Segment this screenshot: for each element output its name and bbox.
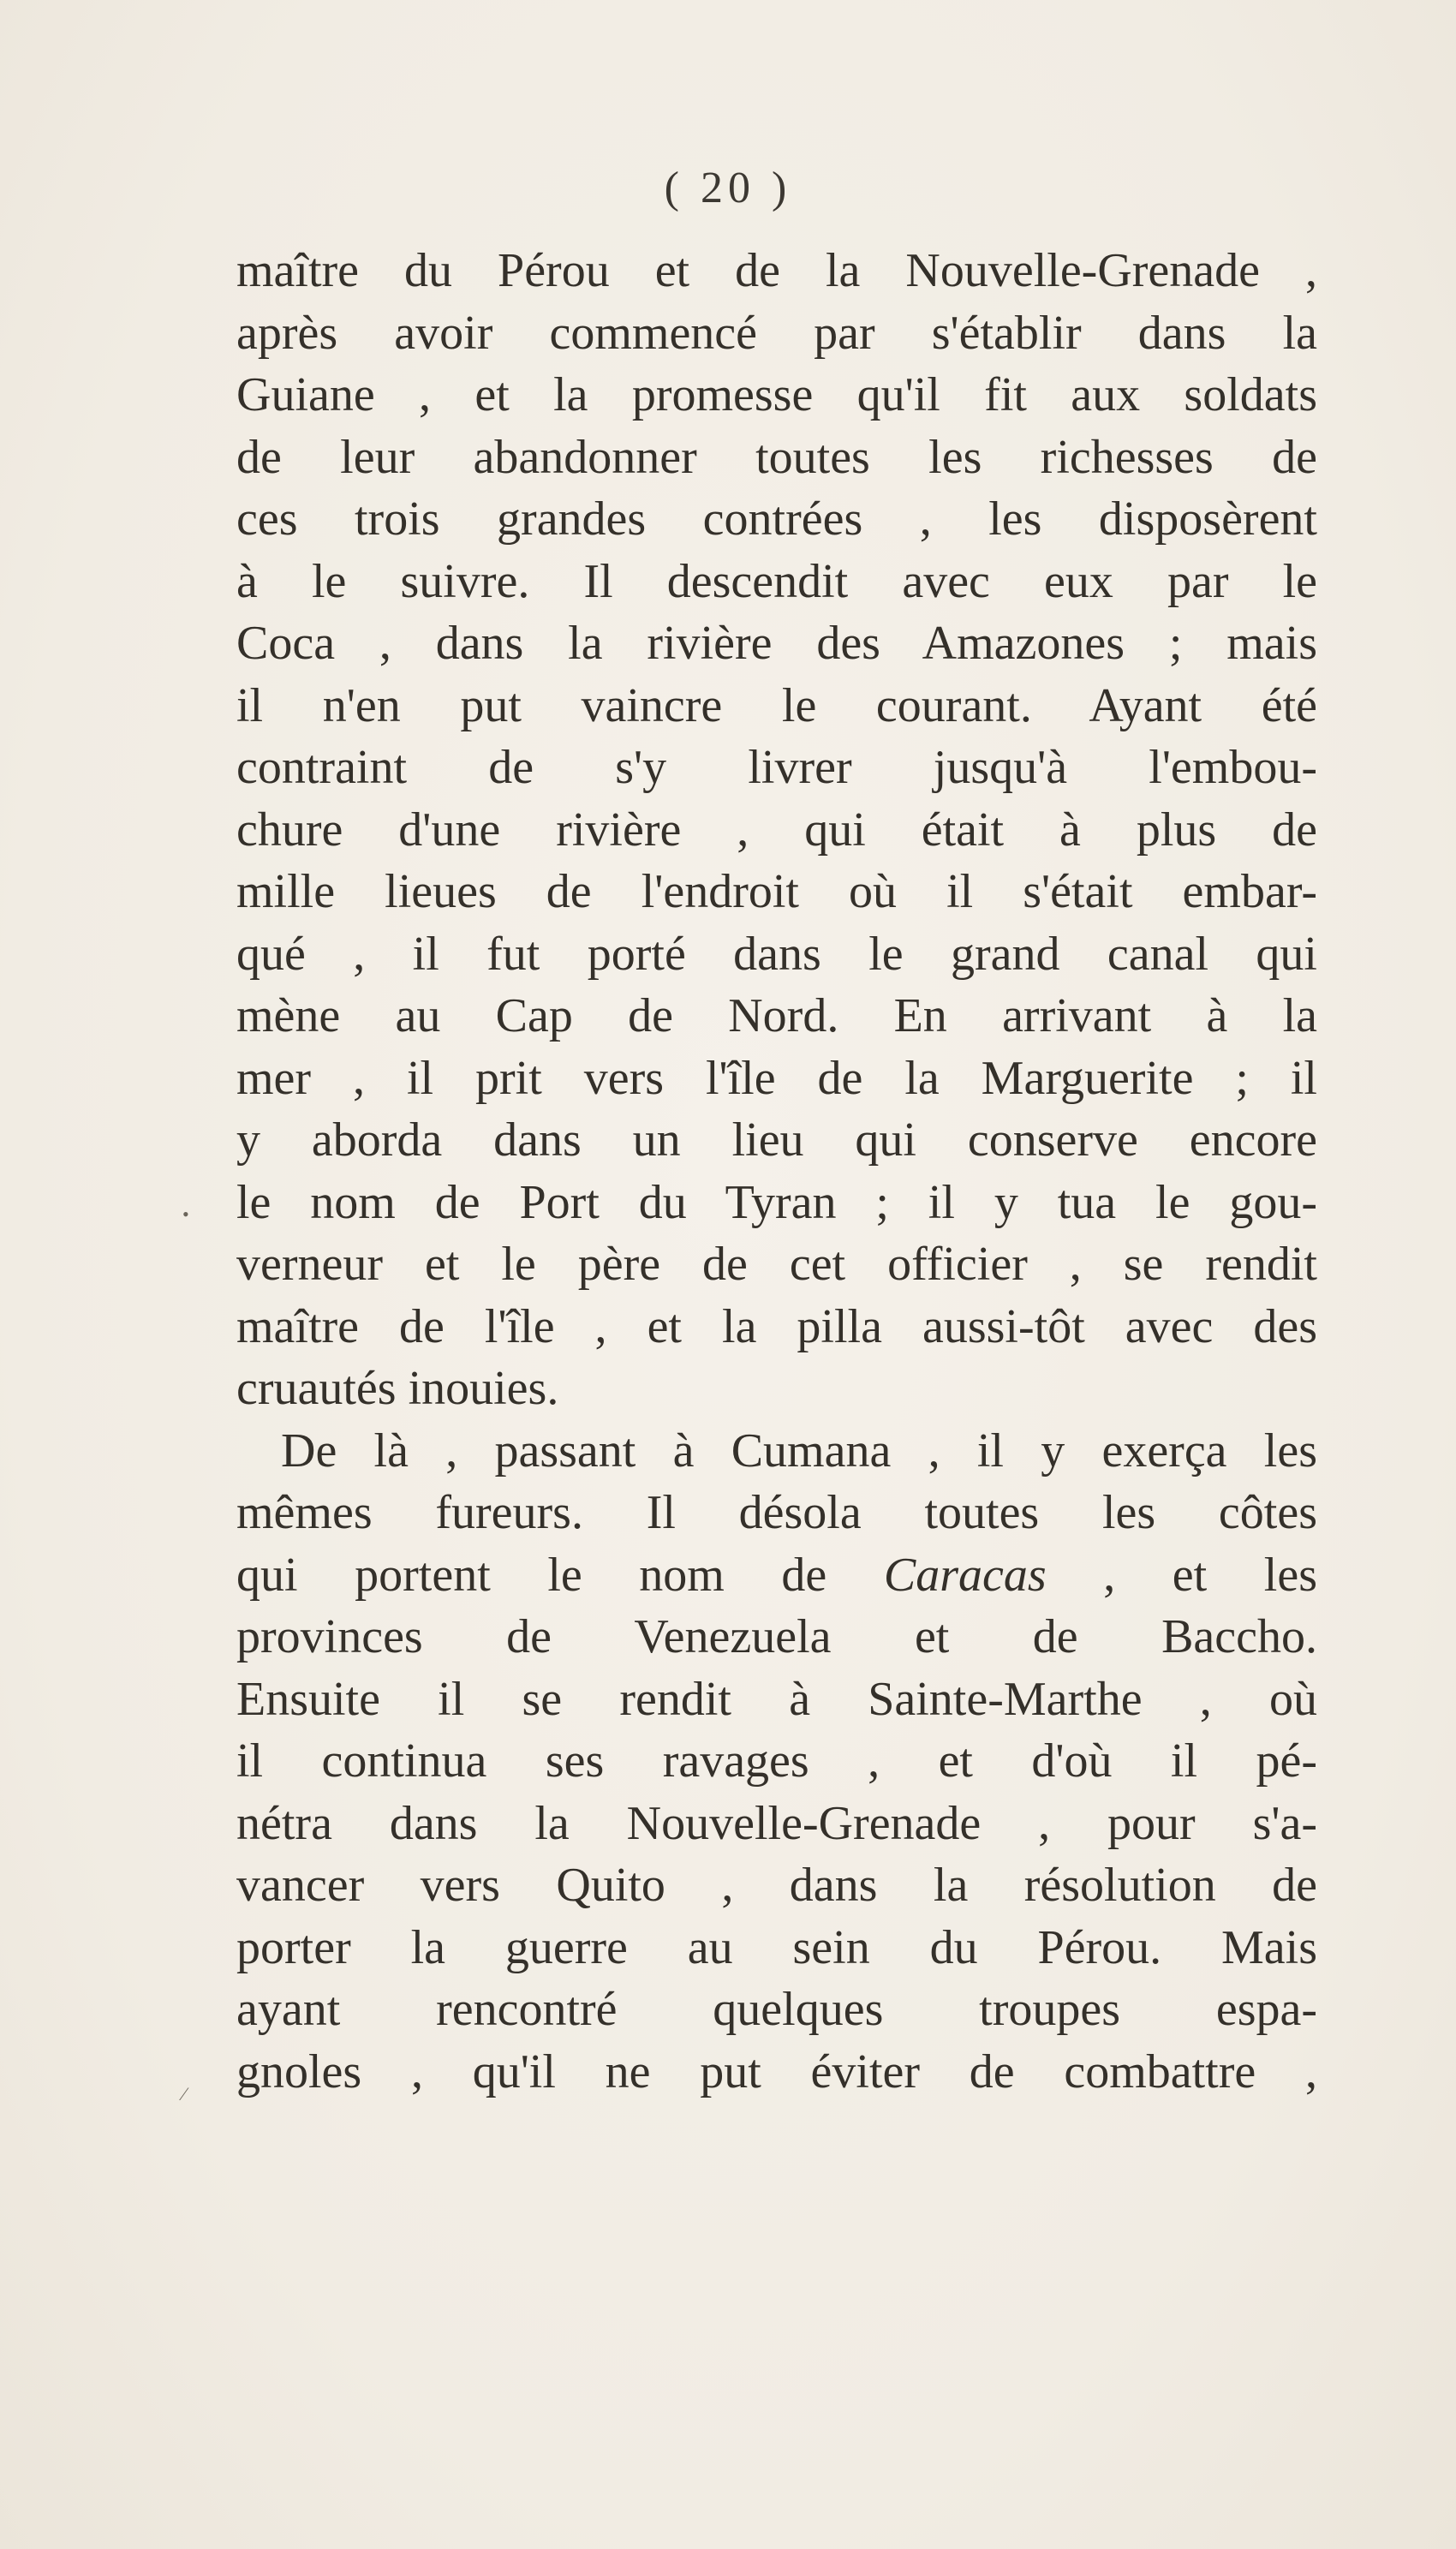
ink-speck-mark: ⁄ xyxy=(182,2083,186,2104)
text-line: Coca , dans la rivière des Amazones ; mais xyxy=(236,617,1317,670)
text-line: mille lieues de l'endroit où il s'était embar- xyxy=(236,865,1317,918)
text-line: vancer vers Quito , dans la résolution de xyxy=(236,1859,1317,1912)
text-line: porter la guerre au sein du Pérou. Mais xyxy=(236,1920,1317,1974)
text-line: y aborda dans un lieu qui conserve encore xyxy=(236,1113,1317,1167)
text-line: maître du Pérou et de la Nouvelle-Grenade , xyxy=(236,244,1317,297)
text-line: le nom de Port du Tyran ; il y tua le gou- xyxy=(236,1175,1317,1229)
text-line: il continua ses ravages , et d'où il pé- xyxy=(236,1734,1317,1788)
ink-speck-mark: • xyxy=(182,1203,189,1225)
text-line: nétra dans la Nouvelle-Grenade , pour s'a- xyxy=(236,1796,1317,1850)
text-line: cruautés inouies. xyxy=(236,1362,559,1415)
text-line: maître de l'île , et la pilla aussi-tôt avec des xyxy=(236,1299,1317,1353)
text-line-with-italic xyxy=(236,1544,1317,1607)
text-block xyxy=(236,240,1317,2103)
paragraph-1 xyxy=(236,240,1317,1420)
text-line: Guiane , et la promesse qu'il fit aux soldats xyxy=(236,368,1317,421)
text-line: provinces de Venezuela et de Baccho. xyxy=(236,1610,1317,1663)
text-line: ayant rencontré quelques troupes espa- xyxy=(236,1983,1317,2036)
text-line: qué , il fut porté dans le grand canal qui xyxy=(236,927,1317,981)
text-line: De là , passant à Cumana , il y exerça les xyxy=(281,1424,1317,1477)
text-line: contraint de s'y livrer jusqu'à l'embou- xyxy=(236,741,1317,794)
text-line: mer , il prit vers l'île de la Marguerite ; il xyxy=(236,1051,1317,1105)
text-line: chure d'une rivière , qui était à plus de xyxy=(236,803,1317,857)
paragraph-2 xyxy=(236,1420,1317,2104)
page-number: ( 20 ) xyxy=(664,164,792,212)
text-line: mène au Cap de Nord. En arrivant à la xyxy=(236,989,1317,1042)
text-line: mêmes fureurs. Il désola toutes les côtes xyxy=(236,1486,1317,1539)
text-line: de leur abandonner toutes les richesses de xyxy=(236,430,1317,484)
text-line: gnoles , qu'il ne put éviter de combattre , xyxy=(236,2045,1317,2098)
italic-place-name: Caracas xyxy=(883,1548,1047,1602)
text-line: après avoir commencé par s'établir dans la xyxy=(236,306,1317,360)
text-segment: , et les xyxy=(1046,1548,1317,1602)
text-line: Ensuite il se rendit à Sainte-Marthe , où xyxy=(236,1672,1317,1726)
text-line: ces trois grandes contrées , les disposèrent xyxy=(236,492,1317,546)
text-line: à le suivre. Il descendit avec eux par le xyxy=(236,554,1317,608)
text-segment: qui portent le nom de xyxy=(236,1548,884,1602)
text-line: il n'en put vaincre le courant. Ayant été xyxy=(236,678,1317,732)
text-line: verneur et le père de cet officier , se rendit xyxy=(236,1238,1317,1291)
